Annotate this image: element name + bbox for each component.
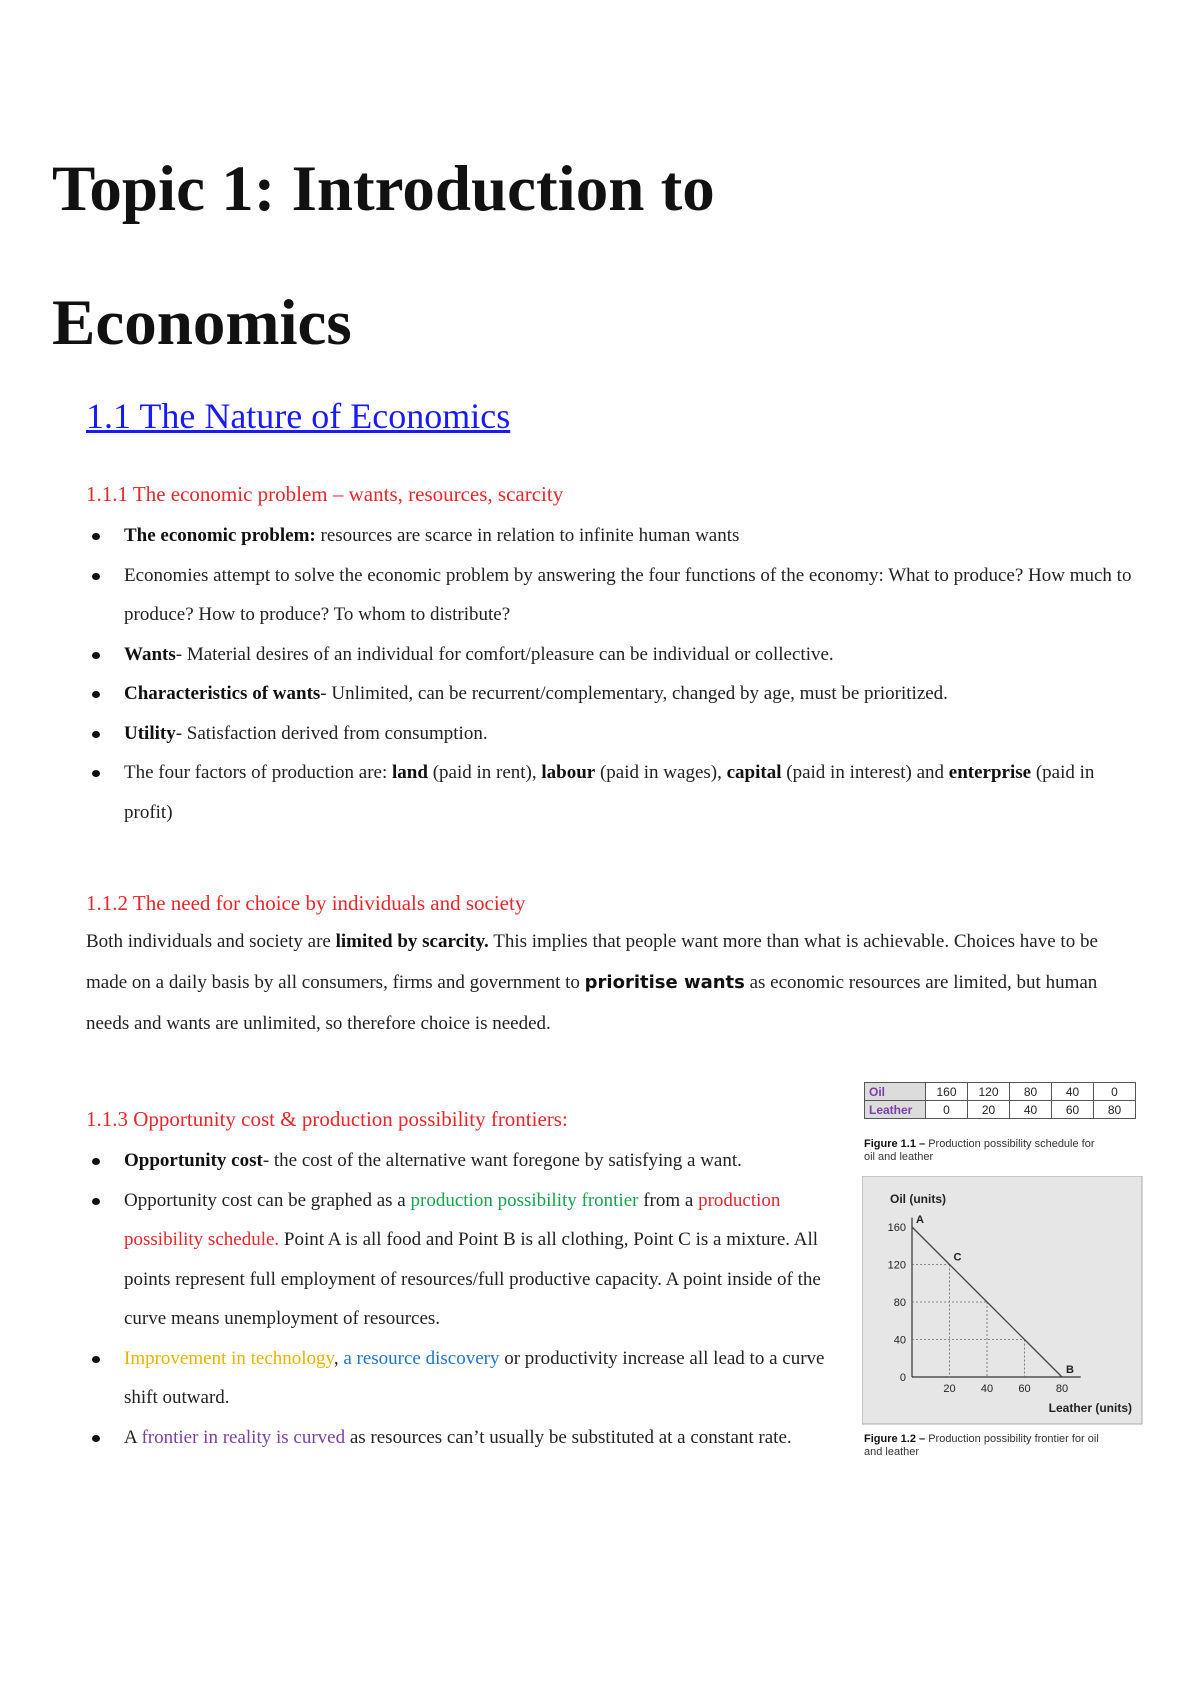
subsection-1-1-3-list	[86, 1141, 826, 1457]
table-cell: 0	[1094, 1083, 1136, 1101]
list-item	[86, 674, 1146, 714]
table-row	[865, 1083, 1136, 1101]
page-title: Topic 1: Introduction to Economics	[52, 153, 715, 359]
text: - Material desires of an individual for comfort/pleasure can be individual or collective.	[175, 643, 834, 665]
text: resources are scarce in relation to infinite human wants	[315, 525, 740, 546]
table-cell: 80	[1094, 1101, 1136, 1119]
term: Characteristics of wants	[124, 683, 321, 704]
list-item: The four factors of production are: land (paid in rent), labour (paid in wages), capital (paid in interest) and enterprise (paid in profit)	[86, 753, 1146, 832]
table-cell: 80	[1010, 1083, 1052, 1101]
subsection-1-1-3-heading: 1.1.3 Opportunity cost & production possibility frontiers:	[86, 1107, 568, 1131]
subsection-1-1-1-list	[86, 516, 1146, 832]
table-cell: 20	[968, 1101, 1010, 1119]
text: - Satisfaction derived from consumption.	[175, 722, 488, 744]
table-cell: 160	[926, 1083, 968, 1101]
list-item	[86, 714, 1146, 754]
y-tick-label: 40	[893, 1334, 906, 1347]
point-label: B	[1066, 1364, 1074, 1376]
subsection-1-1-2-paragraph: Both individuals and society are limited by scarcity. This implies that people want more than what is achievable. Choices have to be made on a daily basis by all consumers, firms and government to prioritise wants as economic resources are limited, but human needs and wants are unlimited, so therefore choice is needed.	[86, 931, 1098, 1034]
table-cell: 40	[1052, 1083, 1094, 1101]
term: The economic problem:	[124, 525, 316, 546]
subsection-1-1-1-heading: 1.1.1 The economic problem – wants, resources, scarcity	[86, 482, 564, 506]
subsection-1-1-2-heading: 1.1.2 The need for choice by individuals and society	[86, 891, 526, 915]
figure-1-1-caption: Figure 1.1 – Production possibility schedule for oil and leather	[864, 1138, 1095, 1163]
y-tick-label: 80	[893, 1297, 906, 1309]
x-axis-label: Leather (units)	[1048, 1401, 1132, 1415]
list-item: Opportunity cost can be graphed as a production possibility frontier from a production possibility schedule. Point A is all food and Point B is all clothing, Point C is a mixture. All points represent full employment of resources/full productive capacity. A point inside of the curve means unemployment of resources.	[86, 1181, 826, 1339]
y-tick-label: 0	[899, 1372, 906, 1384]
production-schedule-table	[864, 1082, 1136, 1119]
row-label: Oil	[865, 1083, 926, 1101]
y-tick-label: 120	[887, 1259, 906, 1272]
point-label: C	[953, 1251, 962, 1264]
term: Utility	[124, 722, 176, 744]
row-label: Leather	[865, 1101, 926, 1119]
text: - Unlimited, can be recurrent/complementary, changed by age, must be prioritized.	[320, 683, 948, 704]
list-item	[86, 635, 1146, 675]
y-axis-label: Oil (units)	[890, 1192, 946, 1206]
table-cell: 0	[926, 1101, 968, 1119]
table-cell: 120	[968, 1083, 1010, 1101]
list-item: Opportunity cost- the cost of the alternative want foregone by satisfying a want.	[86, 1141, 826, 1181]
list-item	[86, 516, 1146, 556]
list-item: A frontier in reality is curved as resources can’t usually be substituted at a constant rate.	[86, 1418, 826, 1458]
point-label: A	[916, 1214, 924, 1226]
term: Wants	[124, 643, 176, 665]
production-possibility-frontier-chart	[862, 1176, 1144, 1426]
table-cell: 60	[1052, 1101, 1094, 1119]
list-item	[86, 556, 1146, 635]
table-row	[865, 1101, 1136, 1119]
section-heading[interactable]: 1.1 The Nature of Economics	[86, 396, 511, 436]
list-item: Improvement in technology, a resource discovery or productivity increase all lead to a curve shift outward.	[86, 1339, 826, 1418]
table-cell: 40	[1010, 1101, 1052, 1119]
x-tick-label: 20	[943, 1383, 956, 1395]
y-tick-label: 160	[887, 1222, 906, 1234]
figure-1-2-caption: Figure 1.2 – Production possibility frontier for oil and leather	[864, 1433, 1099, 1458]
text: Economies attempt to solve the economic problem by answering the four functions of the economy: What to produce? How much to produce? How to produce? To whom to distribute?	[124, 564, 1132, 625]
x-tick-label: 40	[980, 1383, 994, 1395]
x-tick-label: 80	[1055, 1383, 1069, 1395]
x-tick-label: 60	[1018, 1383, 1031, 1395]
